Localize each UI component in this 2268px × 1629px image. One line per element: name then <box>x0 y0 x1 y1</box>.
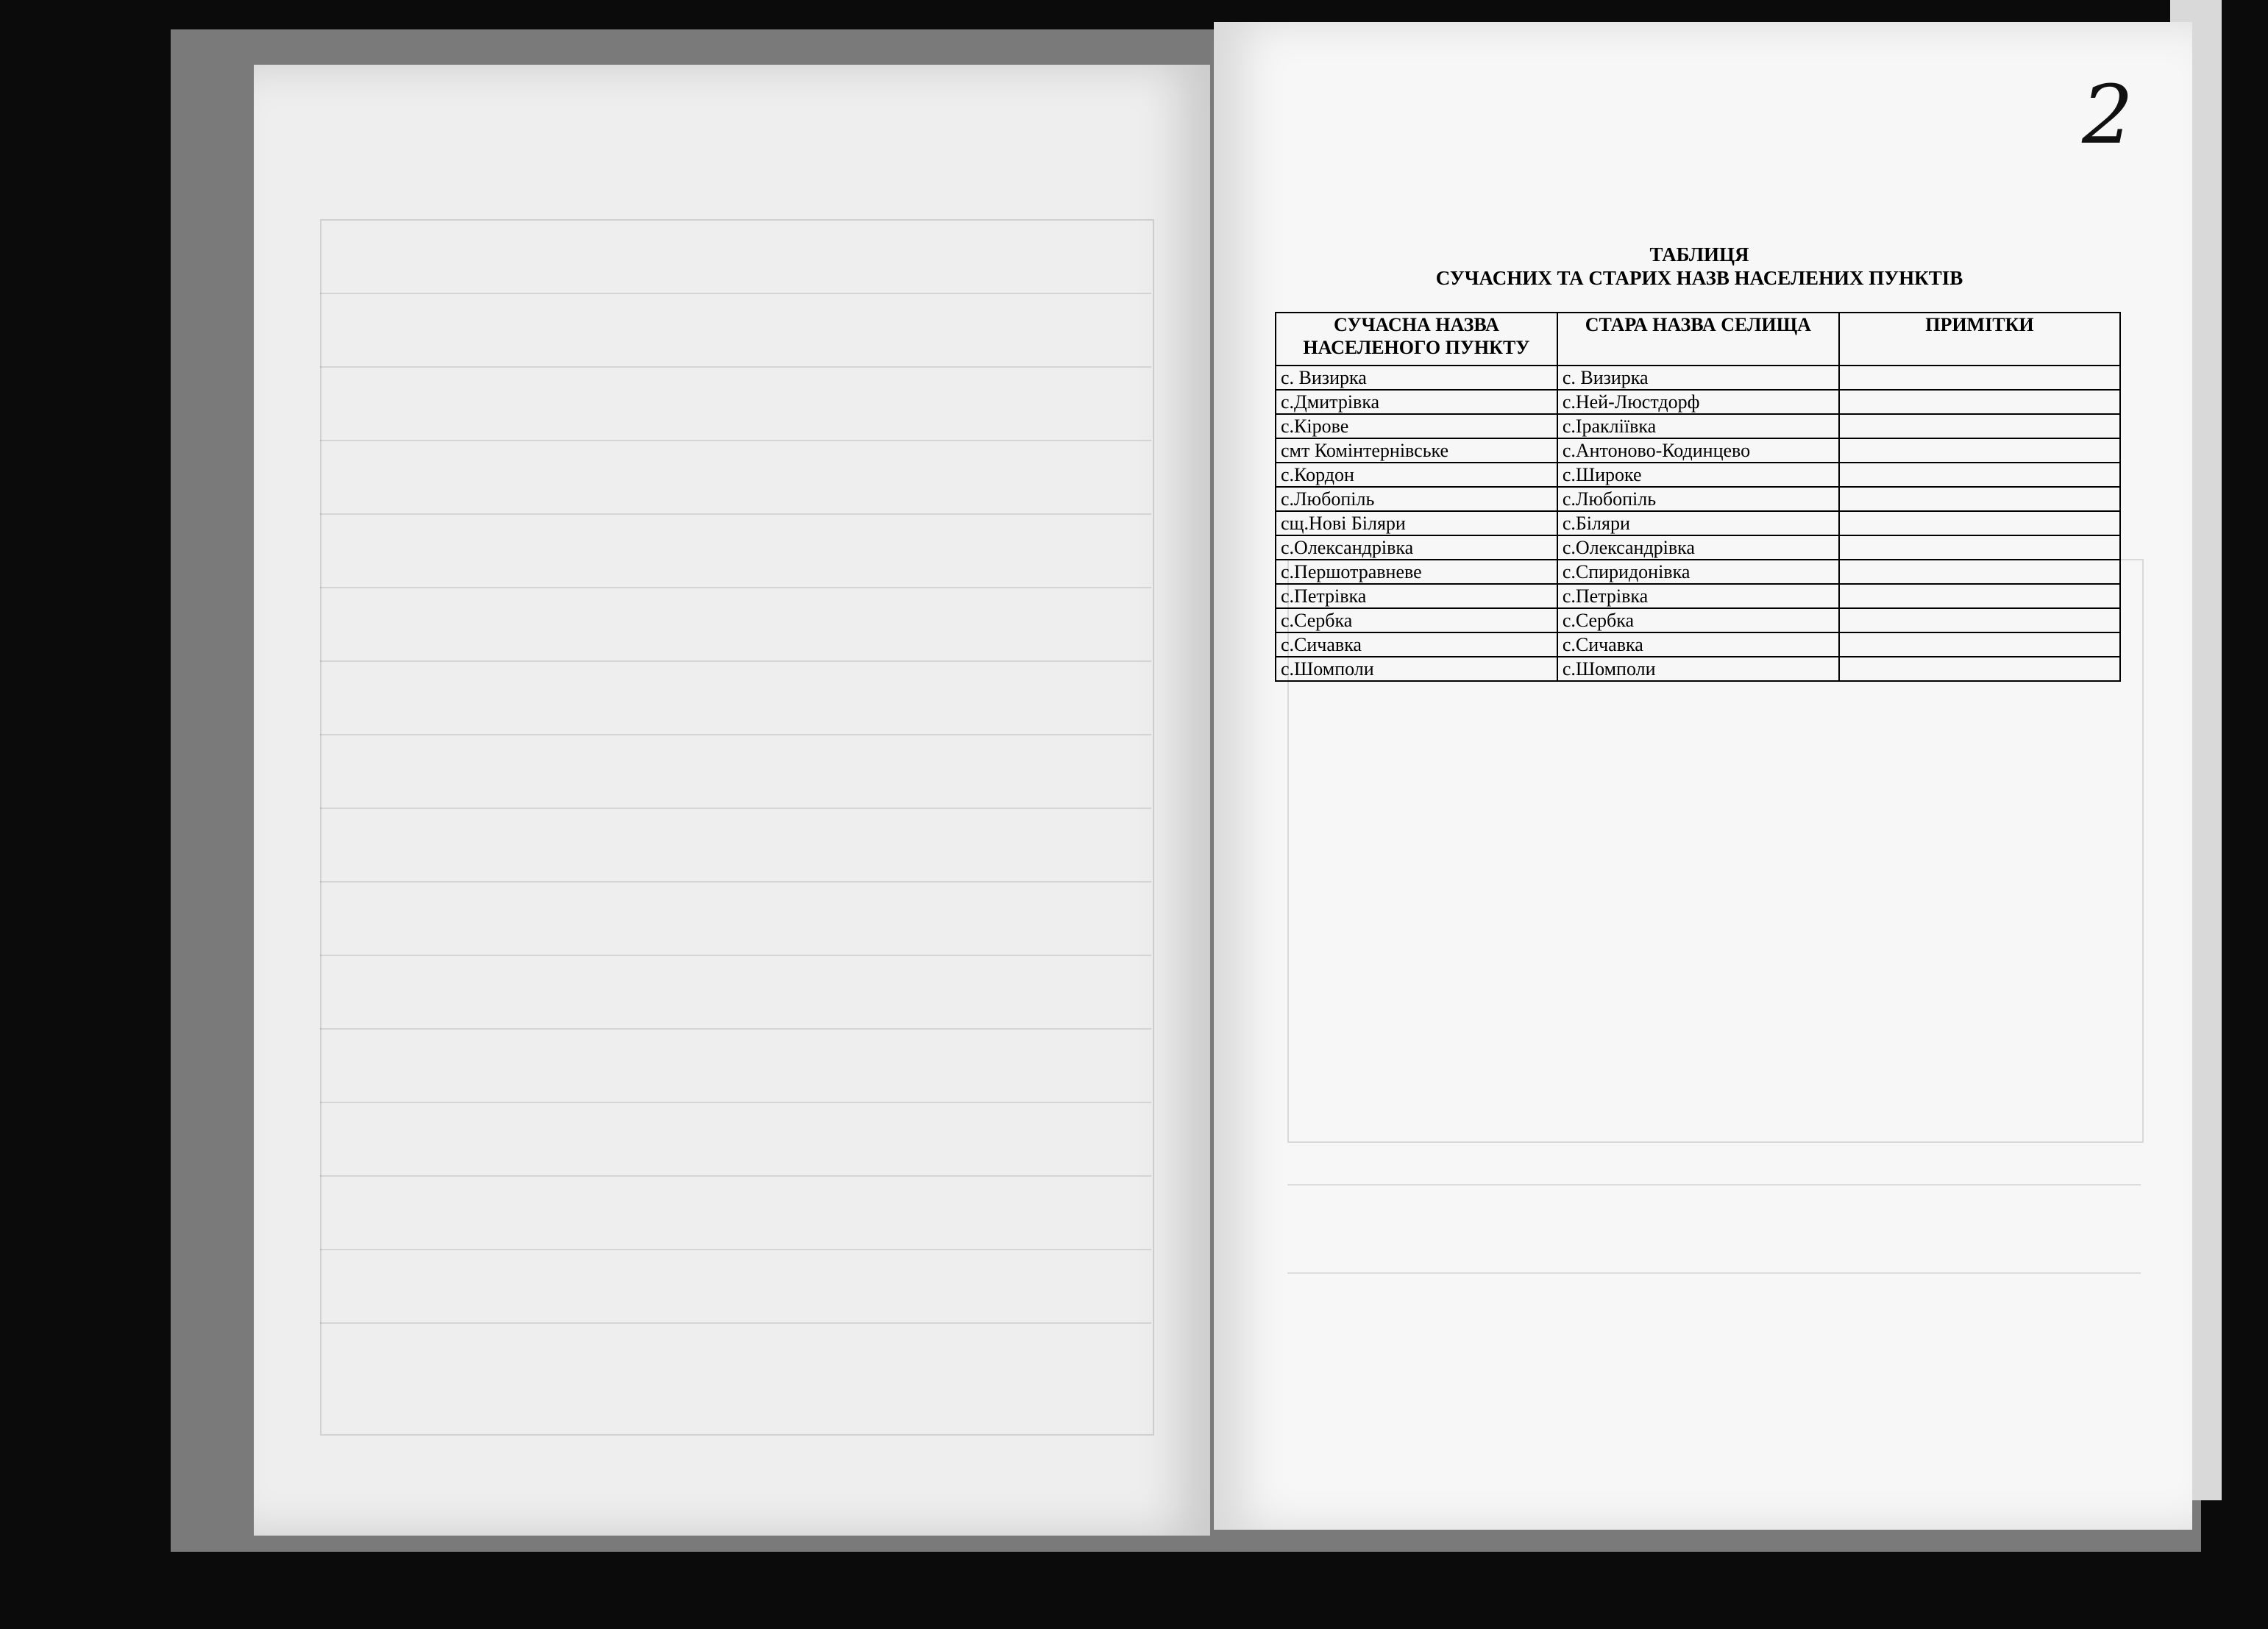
table-header-row <box>1276 313 2120 366</box>
old-name-cell: с.Олександрівка <box>1557 535 1839 560</box>
notes-cell <box>1839 511 2120 535</box>
old-name-cell: с.Широке <box>1557 463 1839 487</box>
table-row <box>1276 632 2120 657</box>
title-line-1: ТАБЛИЦЯ <box>1649 243 1749 265</box>
table-row <box>1276 535 2120 560</box>
old-name-cell: с.Любопіль <box>1557 487 1839 511</box>
table-row <box>1276 463 2120 487</box>
table-row <box>1276 487 2120 511</box>
notes-cell <box>1839 438 2120 463</box>
bleed-through-line <box>320 1102 1151 1103</box>
bleed-through-line <box>320 1249 1151 1250</box>
modern-name-cell: с.Сичавка <box>1276 632 1557 657</box>
header-notes: ПРИМІТКИ <box>1839 313 2120 366</box>
notes-cell <box>1839 632 2120 657</box>
bleed-through-line <box>320 808 1151 809</box>
old-name-cell: с.Біляри <box>1557 511 1839 535</box>
notes-cell <box>1839 463 2120 487</box>
old-name-cell: с.Сичавка <box>1557 632 1839 657</box>
bleed-through-line <box>320 1175 1151 1177</box>
modern-name-cell: с.Сербка <box>1276 608 1557 632</box>
table-row <box>1276 584 2120 608</box>
bleed-through-line <box>320 881 1151 883</box>
page-number: 2 <box>2082 68 2133 162</box>
notes-cell <box>1839 584 2120 608</box>
header-modern-name: СУЧАСНА НАЗВА НАСЕЛЕНОГО ПУНКТУ <box>1276 313 1557 366</box>
bleed-through-line <box>320 440 1151 441</box>
header-old-name: СТАРА НАЗВА СЕЛИЩА <box>1557 313 1839 366</box>
old-name-cell: с.Спиридонівка <box>1557 560 1839 584</box>
modern-name-cell: с.Олександрівка <box>1276 535 1557 560</box>
table-row <box>1276 608 2120 632</box>
table-row <box>1276 657 2120 681</box>
table-row <box>1276 414 2120 438</box>
modern-name-cell: смт Комінтернівське <box>1276 438 1557 463</box>
notes-cell <box>1839 487 2120 511</box>
modern-name-cell: с.Петрівка <box>1276 584 1557 608</box>
old-name-cell: с.Антоново-Кодинцево <box>1557 438 1839 463</box>
table-row <box>1276 511 2120 535</box>
bleed-through-line <box>320 366 1151 368</box>
table-row <box>1276 390 2120 414</box>
modern-name-cell: с.Кірове <box>1276 414 1557 438</box>
old-name-cell: с.Петрівка <box>1557 584 1839 608</box>
table-title <box>1276 243 2122 290</box>
old-name-cell: с.Сербка <box>1557 608 1839 632</box>
table-row <box>1276 438 2120 463</box>
modern-name-cell: с.Першотравневе <box>1276 560 1557 584</box>
notes-cell <box>1839 366 2120 390</box>
place-names-table <box>1275 312 2121 682</box>
left-page <box>254 65 1210 1536</box>
table-row <box>1276 366 2120 390</box>
bleed-through-line <box>320 513 1151 515</box>
modern-name-cell: с.Кордон <box>1276 463 1557 487</box>
modern-name-cell: сщ.Нові Біляри <box>1276 511 1557 535</box>
bleed-through-line <box>320 1028 1151 1030</box>
bleed-through-line <box>1287 1272 2141 1274</box>
bleed-through-table <box>320 219 1154 1436</box>
notes-cell <box>1839 390 2120 414</box>
bleed-through-line <box>320 734 1151 735</box>
table-row <box>1276 560 2120 584</box>
modern-name-cell: с.Шомполи <box>1276 657 1557 681</box>
modern-name-cell: с.Дмитрівка <box>1276 390 1557 414</box>
old-name-cell: с. Визирка <box>1557 366 1839 390</box>
modern-name-cell: с. Визирка <box>1276 366 1557 390</box>
old-name-cell: с.Іракліївка <box>1557 414 1839 438</box>
notes-cell <box>1839 560 2120 584</box>
modern-name-cell: с.Любопіль <box>1276 487 1557 511</box>
bleed-through-line <box>320 955 1151 956</box>
notes-cell <box>1839 414 2120 438</box>
notes-cell <box>1839 535 2120 560</box>
bleed-through-line <box>320 587 1151 588</box>
bleed-through-line <box>320 1322 1151 1324</box>
old-name-cell: с.Ней-Люстдорф <box>1557 390 1839 414</box>
title-line-2: СУЧАСНИХ ТА СТАРИХ НАЗВ НАСЕЛЕНИХ ПУНКТІВ <box>1435 267 1963 289</box>
bleed-through-line <box>1287 1184 2141 1186</box>
notes-cell <box>1839 608 2120 632</box>
bleed-through-line <box>320 293 1151 294</box>
bleed-through-line <box>320 660 1151 662</box>
old-name-cell: с.Шомполи <box>1557 657 1839 681</box>
notes-cell <box>1839 657 2120 681</box>
